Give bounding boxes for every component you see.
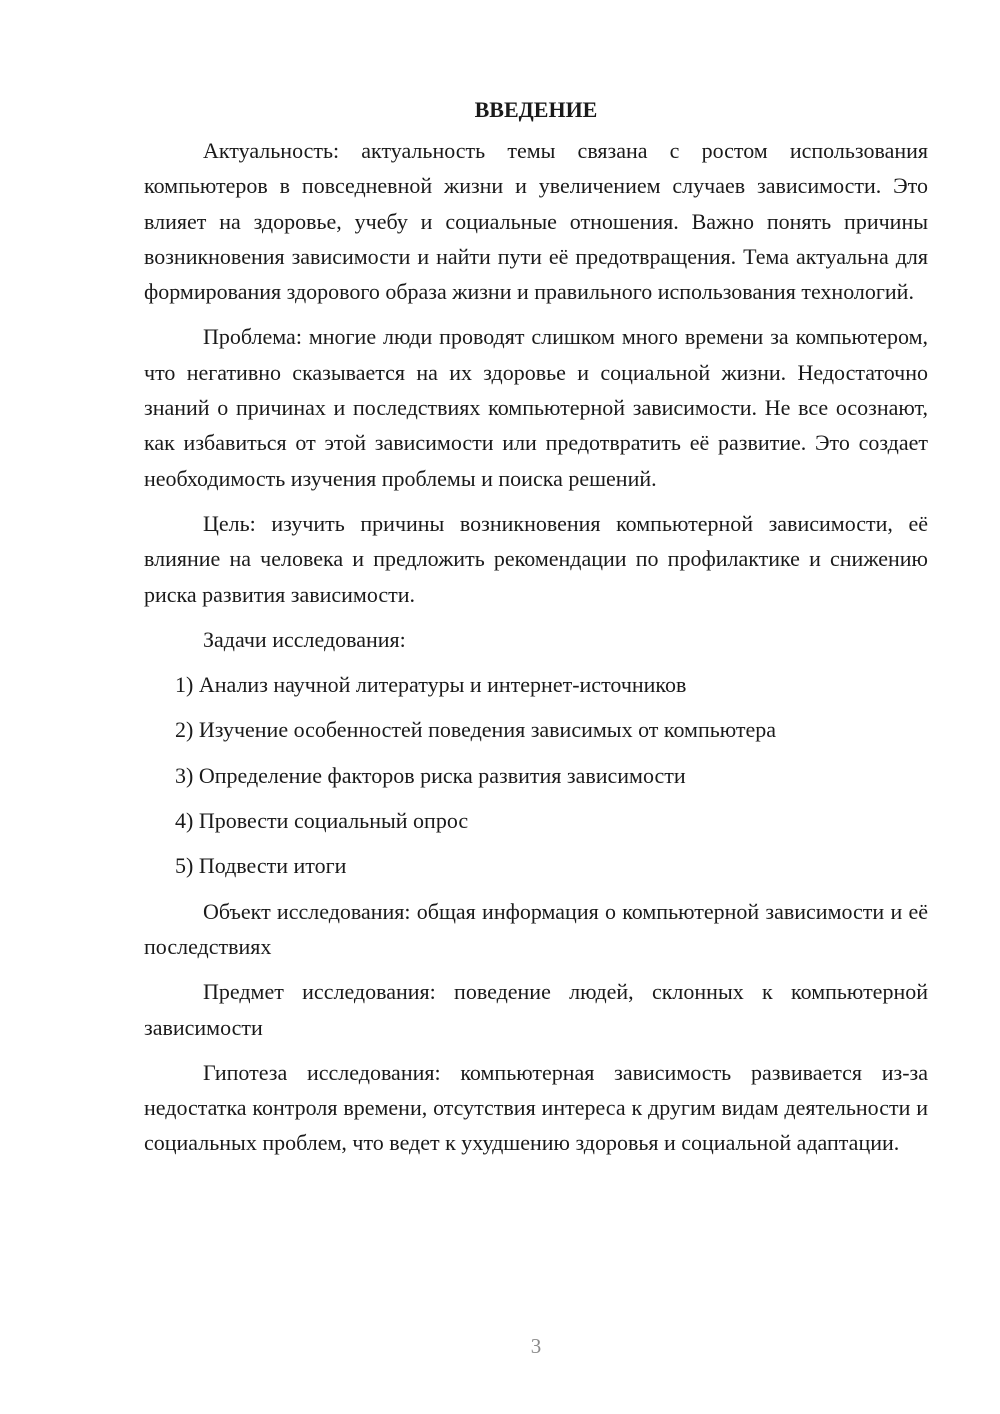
problem-paragraph: Проблема: многие люди проводят слишком много времени за компьютером, что негативно сказывается на их здоровье и социальной жизни. Недостаточно знаний о причинах и последствиях компьютерной зависимости. Не все осознают, как избавиться от этой зависимости или предотвратить её развитие. Это создает необходимость изучения проблемы и поиска решений. (144, 324, 928, 491)
task-item: 1) Анализ научной литературы и интернет-источников (175, 672, 687, 698)
actuality-paragraph: Актуальность: актуальность темы связана с ростом использования компьютеров в повседневной жизни и увеличением случаев зависимости. Это влияет на здоровье, учебу и социальные отношения. Важно понять причины возникновения зависимости и найти пути её предотвращения. Тема актуальна для формирования здорового образа жизни и правильного использования технологий. (144, 138, 928, 305)
goal-paragraph: Цель: изучить причины возникновения компьютерной зависимости, её влияние на человека и предложить рекомендации по профилактике и снижению риска развития зависимости. (144, 510, 928, 607)
task-item: 2) Изучение особенностей поведения зависимых от компьютера (175, 717, 777, 743)
hypothesis-paragraph: Гипотеза исследования: компьютерная зависимость развивается из-за недостатка контроля времени, отсутствия интереса к другим видам деятельности и социальных проблем, что ведет к ухудшению здоровья и социальной адаптации. (144, 1059, 928, 1156)
object-paragraph: Объект исследования: общая информация о компьютерной зависимости и её последствиях (144, 898, 928, 959)
section-title: ВВЕДЕНИЕ (474, 97, 598, 122)
task-item: 3) Определение факторов риска развития зависимости (175, 762, 686, 788)
task-item: 5) Подвести итоги (175, 853, 347, 879)
tasks-heading: Задачи исследования: (203, 626, 406, 652)
task-item: 4) Провести социальный опрос (175, 808, 469, 834)
tasks-list (144, 667, 928, 883)
page-number: 3 (530, 1334, 542, 1358)
document-page (144, 92, 928, 1171)
subject-paragraph: Предмет исследования: поведение людей, склонных к компьютерной зависимости (144, 979, 928, 1040)
